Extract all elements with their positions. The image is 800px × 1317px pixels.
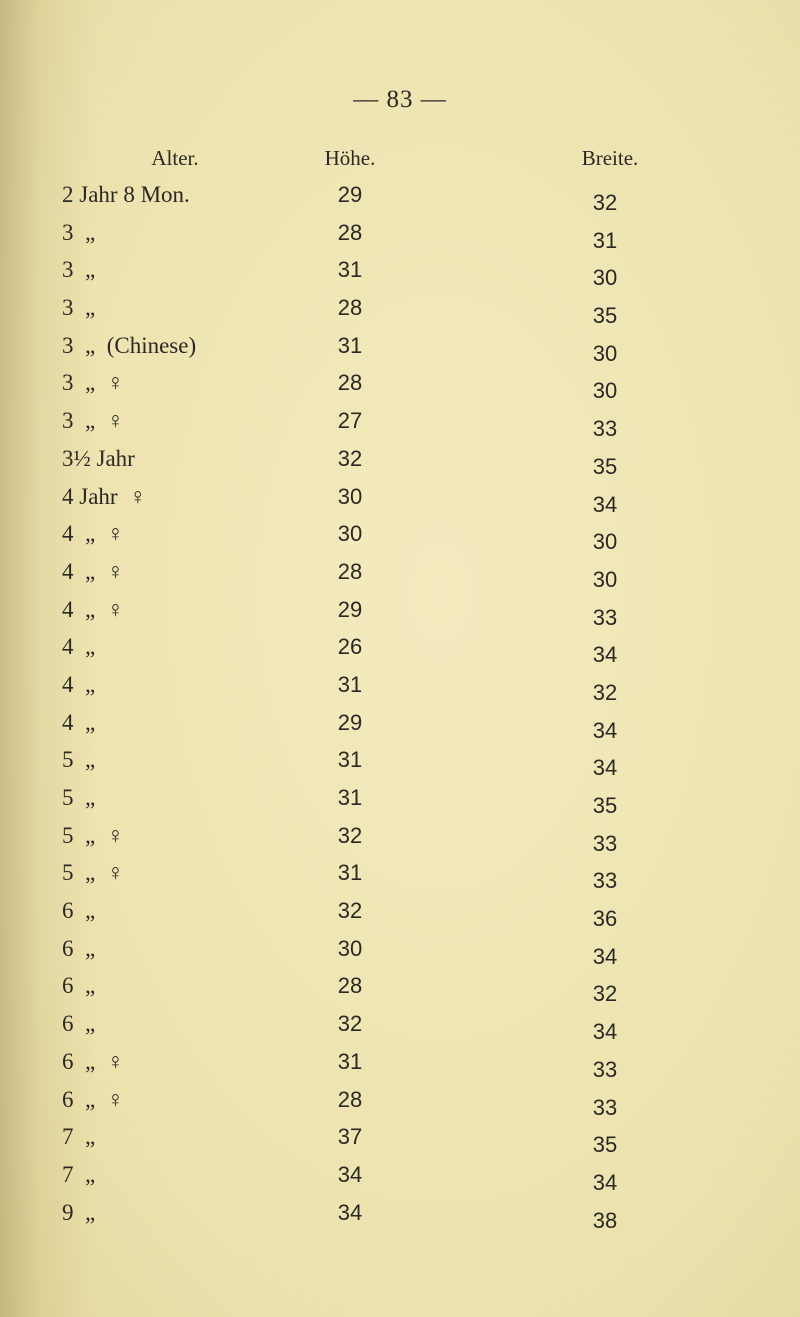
breite-cell: 34 xyxy=(592,1169,618,1195)
breite-cell: 34 xyxy=(592,491,618,517)
hoehe-cell: 37 xyxy=(337,1124,363,1150)
age-cell: 4 „ ♀ xyxy=(62,596,124,622)
age-cell: 3 „ xyxy=(62,219,96,245)
hoehe-cell: 32 xyxy=(337,822,363,848)
breite-cell: 33 xyxy=(592,416,618,442)
table-row xyxy=(0,364,800,402)
breite-cell: 30 xyxy=(592,378,618,404)
age-cell: 4 „ xyxy=(62,709,96,735)
hoehe-cell: 31 xyxy=(337,332,363,358)
hoehe-cell: 29 xyxy=(337,709,363,735)
hoehe-cell: 30 xyxy=(337,483,363,509)
breite-cell: 34 xyxy=(592,717,618,743)
breite-cell: 30 xyxy=(592,265,618,291)
table-row xyxy=(0,591,800,629)
table-row xyxy=(0,1156,800,1194)
breite-cell: 33 xyxy=(592,830,618,856)
table-row xyxy=(0,817,800,855)
column-header-age: Alter. xyxy=(151,146,199,170)
age-cell: 4 „ xyxy=(62,671,96,697)
table-row xyxy=(0,854,800,892)
hoehe-cell: 32 xyxy=(337,445,363,471)
breite-cell: 32 xyxy=(592,981,618,1007)
hoehe-cell: 28 xyxy=(337,295,363,321)
table-row xyxy=(0,930,800,968)
breite-cell: 34 xyxy=(592,755,618,781)
age-cell: 9 „ xyxy=(62,1199,96,1225)
age-cell: 3 „ (Chinese) xyxy=(62,332,197,358)
age-cell: 7 „ xyxy=(62,1161,96,1187)
hoehe-cell: 32 xyxy=(337,898,363,924)
hoehe-cell: 30 xyxy=(337,521,363,547)
hoehe-cell: 27 xyxy=(337,408,363,434)
table-row xyxy=(0,478,800,516)
hoehe-cell: 28 xyxy=(337,558,363,584)
table-row xyxy=(0,402,800,440)
age-cell: 4 Jahr ♀ xyxy=(62,483,147,509)
hoehe-cell: 28 xyxy=(337,219,363,245)
table-row xyxy=(0,289,800,327)
age-cell: 5 „ ♀ xyxy=(62,860,124,886)
table-row xyxy=(0,176,800,214)
table-row xyxy=(0,967,800,1005)
breite-cell: 33 xyxy=(592,604,618,630)
table-row xyxy=(0,1043,800,1081)
table-row xyxy=(0,214,800,252)
hoehe-cell: 29 xyxy=(337,596,363,622)
hoehe-cell: 34 xyxy=(337,1161,363,1187)
table-row xyxy=(0,553,800,591)
column-header-hoehe: Höhe. xyxy=(324,146,376,170)
age-cell: 3 „ xyxy=(62,295,96,321)
breite-cell: 33 xyxy=(592,1056,618,1082)
hoehe-cell: 31 xyxy=(337,785,363,810)
table-row xyxy=(0,1194,800,1232)
table-row xyxy=(0,892,800,930)
table-row xyxy=(0,515,800,553)
breite-cell: 33 xyxy=(592,1094,618,1120)
hoehe-cell: 29 xyxy=(337,182,363,207)
age-cell: 6 „ xyxy=(62,1011,96,1037)
breite-cell: 34 xyxy=(592,943,618,969)
age-cell: 4 „ ♀ xyxy=(62,558,124,584)
table-row xyxy=(0,251,800,289)
table-row xyxy=(0,1118,800,1156)
age-cell: 7 „ xyxy=(62,1124,96,1150)
breite-cell: 30 xyxy=(592,529,618,555)
hoehe-cell: 30 xyxy=(337,935,363,961)
hoehe-cell: 26 xyxy=(337,634,363,660)
table-row xyxy=(0,440,800,478)
breite-cell: 34 xyxy=(592,642,618,668)
age-cell: 6 „ ♀ xyxy=(62,1048,124,1074)
hoehe-cell: 32 xyxy=(337,1011,363,1037)
hoehe-cell: 31 xyxy=(337,747,363,773)
age-cell: 6 „ ♀ xyxy=(62,1086,124,1112)
breite-cell: 35 xyxy=(592,303,618,329)
hoehe-cell: 28 xyxy=(337,1086,363,1112)
table-row xyxy=(0,779,800,817)
age-cell: 3 „ ♀ xyxy=(62,408,124,434)
hoehe-cell: 34 xyxy=(337,1199,363,1225)
breite-cell: 33 xyxy=(592,868,618,894)
column-header-breite: Breite. xyxy=(581,146,639,170)
hoehe-cell: 31 xyxy=(337,860,363,886)
breite-cell: 32 xyxy=(592,679,618,705)
breite-cell: 34 xyxy=(592,1019,618,1045)
measurement-table xyxy=(0,176,800,1231)
breite-cell: 35 xyxy=(592,453,618,479)
breite-cell: 35 xyxy=(592,1132,618,1158)
table-row xyxy=(0,628,800,666)
page-number: — 83 — xyxy=(353,86,447,113)
table-row xyxy=(0,741,800,779)
age-cell: 5 „ xyxy=(62,785,96,810)
age-cell: 5 „ ♀ xyxy=(62,822,124,848)
hoehe-cell: 28 xyxy=(337,973,363,999)
breite-cell: 35 xyxy=(592,793,618,818)
age-cell: 4 „ ♀ xyxy=(62,521,124,547)
breite-cell: 30 xyxy=(592,566,618,592)
hoehe-cell: 31 xyxy=(337,1048,363,1074)
breite-cell: 31 xyxy=(592,227,618,253)
age-cell: 3½ Jahr xyxy=(62,445,135,471)
table-row xyxy=(0,1005,800,1043)
age-cell: 3 „ ♀ xyxy=(62,370,124,396)
breite-cell: 38 xyxy=(592,1207,618,1233)
breite-cell: 36 xyxy=(592,906,618,932)
breite-cell: 30 xyxy=(592,340,618,366)
table-row xyxy=(0,704,800,742)
age-cell: 2 Jahr 8 Mon. xyxy=(62,182,190,207)
age-cell: 5 „ xyxy=(62,747,96,773)
age-cell: 3 „ xyxy=(62,257,96,283)
table-row xyxy=(0,666,800,704)
table-row xyxy=(0,327,800,365)
breite-cell: 32 xyxy=(592,190,618,215)
age-cell: 6 „ xyxy=(62,935,96,961)
age-cell: 6 „ xyxy=(62,973,96,999)
age-cell: 6 „ xyxy=(62,898,96,924)
hoehe-cell: 31 xyxy=(337,257,363,283)
table-row xyxy=(0,1081,800,1119)
hoehe-cell: 28 xyxy=(337,370,363,396)
hoehe-cell: 31 xyxy=(337,671,363,697)
age-cell: 4 „ xyxy=(62,634,96,660)
